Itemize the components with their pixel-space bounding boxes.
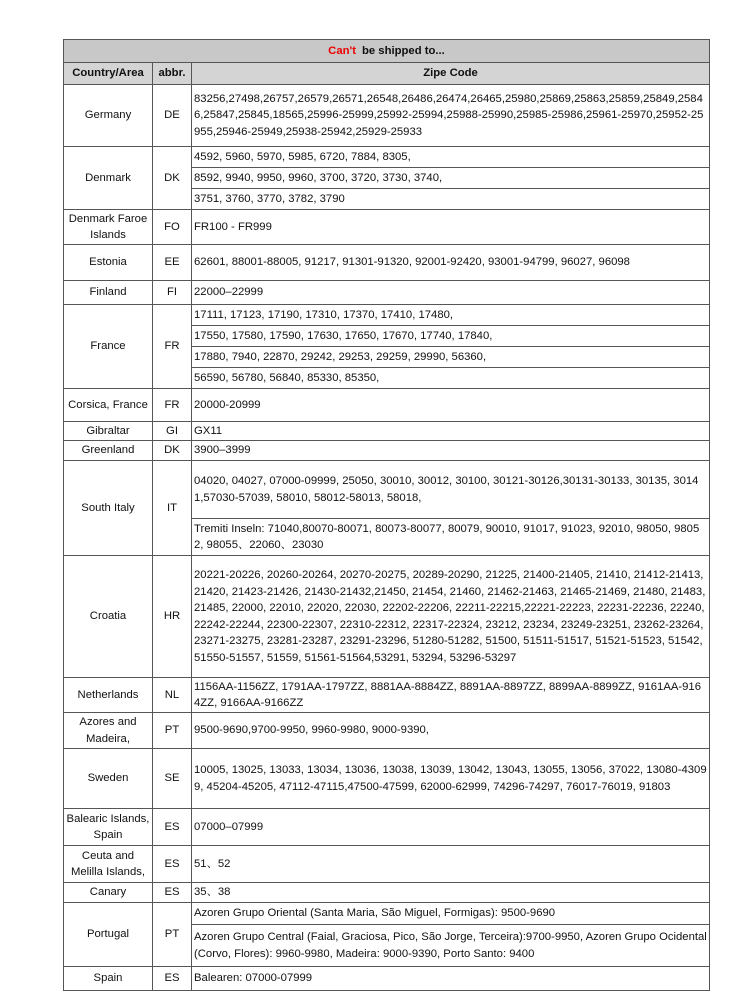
- zip-code-cell: 10005, 13025, 13033, 13034, 13036, 13038, 13039, 13042, 13043, 13055, 13056, 37022, 13080-43099, 45204-45205, 47112-47115,47500-47599, 62000-62999, 74296-74297, 76017-76019, 91803: [192, 749, 710, 809]
- table-row: [64, 713, 710, 749]
- country-cell: Portugal: [64, 903, 153, 967]
- zip-code-cell: 20000-20999: [192, 389, 710, 422]
- country-cell: Ceuta and Melilla Islands,: [64, 846, 153, 883]
- zip-code-cell: 04020, 04027, 07000-09999, 25050, 30010, 30012, 30100, 30121-30126,30131-30133, 30135, 30141,57030-57039, 58010, 58012-58013, 58018,: [192, 461, 710, 519]
- abbr-cell: PT: [153, 903, 192, 967]
- abbr-cell: NL: [153, 678, 192, 713]
- table-row: [64, 461, 710, 519]
- zip-code-cell: Balearen: 07000-07999: [192, 967, 710, 991]
- zip-code-cell: Tremiti Inseln: 71040,80070-80071, 80073-80077, 80079, 90010, 91017, 91023, 92010, 98050, 98052, 98055、22060、23030: [192, 519, 710, 556]
- country-cell: Greenland: [64, 441, 153, 461]
- country-cell: Finland: [64, 281, 153, 305]
- zip-code-cell: 17550, 17580, 17590, 17630, 17650, 17670, 17740, 17840,: [192, 326, 710, 347]
- zip-code-cell: Azoren Grupo Oriental (Santa Maria, São Miguel, Formigas): 9500-9690: [192, 903, 710, 925]
- title-row: [64, 40, 710, 63]
- table-row: [64, 85, 710, 147]
- zip-code-cell: FR100 - FR999: [192, 210, 710, 245]
- country-cell: Sweden: [64, 749, 153, 809]
- country-cell: Canary: [64, 883, 153, 903]
- table-row: [64, 809, 710, 846]
- country-cell: Gibraltar: [64, 422, 153, 441]
- abbr-cell: FR: [153, 389, 192, 422]
- abbr-cell: GI: [153, 422, 192, 441]
- header-country: Country/Area: [64, 63, 153, 85]
- country-cell: Azores and Madeira,: [64, 713, 153, 749]
- country-cell: Germany: [64, 85, 153, 147]
- abbr-cell: FR: [153, 305, 192, 389]
- zip-code-cell: Azoren Grupo Central (Faial, Graciosa, Pico, São Jorge, Terceira):9700-9950, Azoren Grupo Ocidental (Corvo, Flores): 9960-9980, Madeira: 9000-9390, Porto Santo: 9400: [192, 925, 710, 967]
- shipping-restrictions-table: [63, 39, 710, 991]
- header-row: [64, 63, 710, 85]
- abbr-cell: DK: [153, 441, 192, 461]
- abbr-cell: EE: [153, 245, 192, 281]
- abbr-cell: ES: [153, 846, 192, 883]
- zip-code-cell: 9500-9690,9700-9950, 9960-9980, 9000-9390,: [192, 713, 710, 749]
- table-row: [64, 422, 710, 441]
- zip-code-cell: 83256,27498,26757,26579,26571,26548,26486,26474,26465,25980,25869,25863,25859,25849,25846,25847,25845,18565,25996-25999,25992-25994,25988-25990,25985-25986,25961-25970,25952-25955,25946-25949,25938-25942,25929-25933: [192, 85, 710, 147]
- zip-code-cell: 17880, 7940, 22870, 29242, 29253, 29259, 29990, 56360,: [192, 347, 710, 368]
- country-cell: Denmark: [64, 147, 153, 210]
- abbr-cell: PT: [153, 713, 192, 749]
- zip-code-cell: 8592, 9940, 9950, 9960, 3700, 3720, 3730, 3740,: [192, 168, 710, 189]
- abbr-cell: ES: [153, 967, 192, 991]
- country-cell: Netherlands: [64, 678, 153, 713]
- zip-code-cell: 4592, 5960, 5970, 5985, 6720, 7884, 8305,: [192, 147, 710, 168]
- table-title: [64, 40, 710, 63]
- table-row: [64, 678, 710, 713]
- abbr-cell: DK: [153, 147, 192, 210]
- zip-code-cell: 22000–22999: [192, 281, 710, 305]
- cant-label: Can't: [328, 44, 356, 57]
- zip-code-cell: 3900–3999: [192, 441, 710, 461]
- table-row: [64, 305, 710, 326]
- header-abbr: abbr.: [153, 63, 192, 85]
- table-row: [64, 556, 710, 678]
- country-cell: France: [64, 305, 153, 389]
- country-cell: Balearic Islands, Spain: [64, 809, 153, 846]
- country-cell: Estonia: [64, 245, 153, 281]
- table-row: [64, 967, 710, 991]
- table-row: [64, 749, 710, 809]
- country-cell: Spain: [64, 967, 153, 991]
- table-row: [64, 903, 710, 925]
- header-zip-code: Zipe Code: [192, 63, 710, 85]
- country-cell: Croatia: [64, 556, 153, 678]
- abbr-cell: SE: [153, 749, 192, 809]
- table-row: [64, 441, 710, 461]
- country-cell: South Italy: [64, 461, 153, 556]
- table-row: [64, 147, 710, 168]
- zip-code-cell: GX11: [192, 422, 710, 441]
- zip-code-cell: 07000–07999: [192, 809, 710, 846]
- abbr-cell: FI: [153, 281, 192, 305]
- zip-code-cell: 51、52: [192, 846, 710, 883]
- zip-code-cell: 1156AA-1156ZZ, 1791AA-1797ZZ, 8881AA-8884ZZ, 8891AA-8897ZZ, 8899AA-8899ZZ, 9161AA-9164ZZ, 9166AA-9166ZZ: [192, 678, 710, 713]
- abbr-cell: ES: [153, 883, 192, 903]
- zip-code-cell: 56590, 56780, 56840, 85330, 85350,: [192, 368, 710, 389]
- country-cell: Corsica, France: [64, 389, 153, 422]
- table-row: [64, 281, 710, 305]
- zip-code-cell: 17111, 17123, 17190, 17310, 17370, 17410, 17480,: [192, 305, 710, 326]
- table-row: [64, 846, 710, 883]
- title-text: be shipped to...: [361, 44, 445, 57]
- abbr-cell: ES: [153, 809, 192, 846]
- zip-code-cell: 35、38: [192, 883, 710, 903]
- abbr-cell: IT: [153, 461, 192, 556]
- table-row: [64, 210, 710, 245]
- table-body: [64, 85, 710, 991]
- zip-code-cell: 20221-20226, 20260-20264, 20270-20275, 20289-20290, 21225, 21400-21405, 21410, 21412-21413, 21420, 21423-21426, 21430-21432,21450, 21454, 21460, 21462-21463, 21465-21469, 21480, 21483, 21485, 22000, 22010, 22020, 22030, 22202-22206, 22211-22215,22221-22223, 22231-22236, 22240, 22242-22244, 22300-22307, 22310-22312, 22317-22324, 23212, 23234, 23249-23251, 23262-23264,23271-23275, 23281-23287, 23291-23296, 51280-51282, 51500, 51511-51517, 51521-51523, 51542, 51550-51557, 51559, 51561-51564,53291, 53294, 53296-53297: [192, 556, 710, 678]
- table-row: [64, 883, 710, 903]
- country-cell: Denmark Faroe Islands: [64, 210, 153, 245]
- table-row: [64, 245, 710, 281]
- zip-code-cell: 62601, 88001-88005, 91217, 91301-91320, 92001-92420, 93001-94799, 96027, 96098: [192, 245, 710, 281]
- abbr-cell: DE: [153, 85, 192, 147]
- abbr-cell: FO: [153, 210, 192, 245]
- abbr-cell: HR: [153, 556, 192, 678]
- zip-code-cell: 3751, 3760, 3770, 3782, 3790: [192, 189, 710, 210]
- table-row: [64, 389, 710, 422]
